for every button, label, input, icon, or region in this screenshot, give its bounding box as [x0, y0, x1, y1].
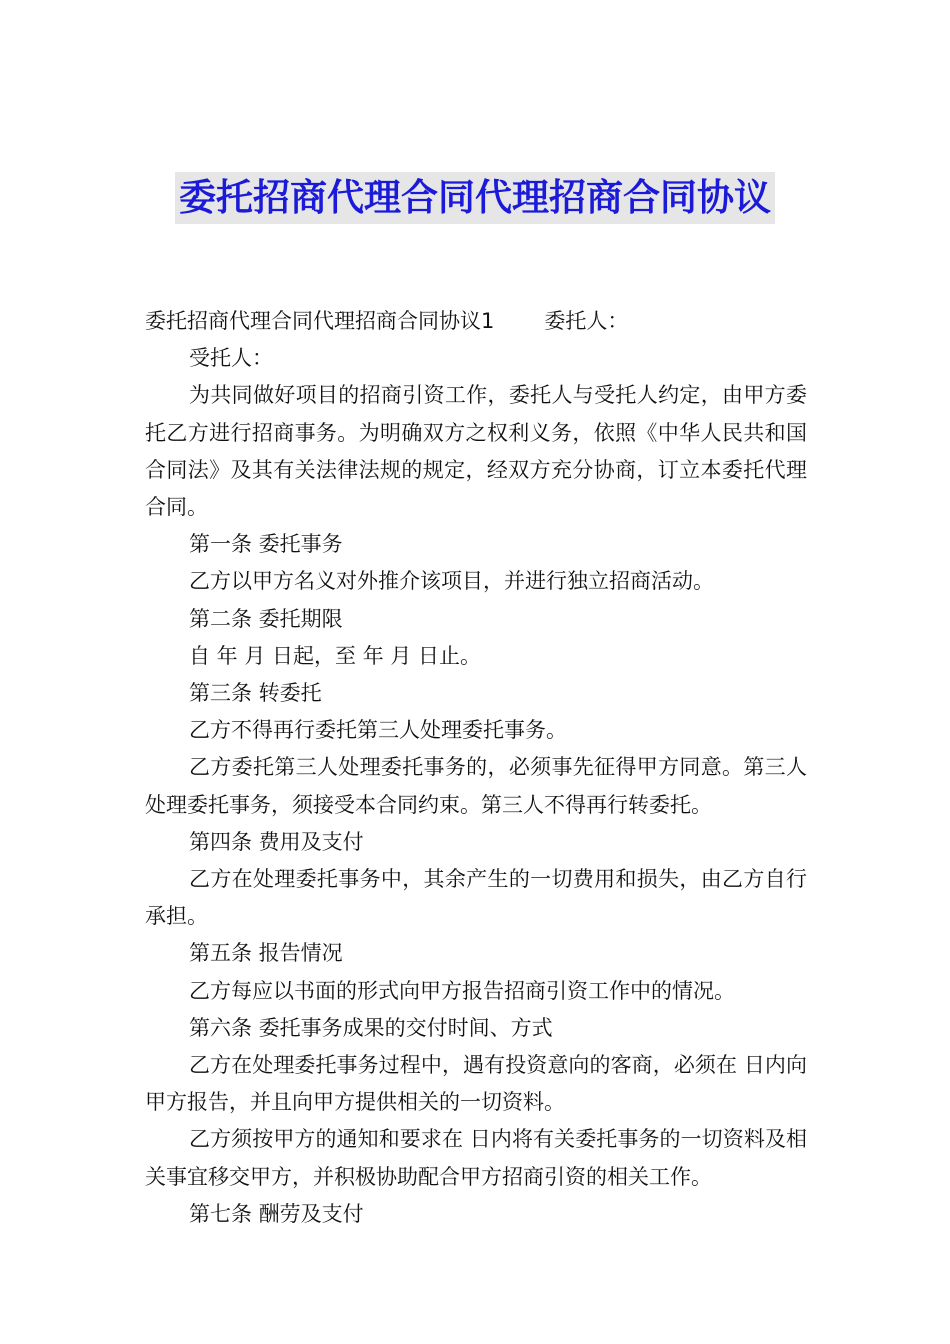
document-title: 委托招商代理合同代理招商合同协议 [175, 172, 775, 224]
title-area [0, 172, 950, 224]
article-heading: 第一条 委托事务 [189, 532, 343, 557]
paragraph: 乙方每应以书面的形式向甲方报告招商引资工作中的情况。 [189, 978, 735, 1003]
article-heading: 第五条 报告情况 [189, 941, 343, 966]
paragraph: 乙方在处理委托事务中，其余产生的一切费用和损失，由乙方自行承担。 [145, 867, 807, 929]
article-heading: 第二条 委托期限 [189, 606, 343, 631]
article-heading: 第三条 转委托 [189, 681, 322, 706]
paragraph: 为共同做好项目的招商引资工作，委托人与受托人约定，由甲方委托乙方进行招商事务。为明确双方之权利义务，依照《中华人民共和国合同法》及其有关法律法规的规定，经双方充分协商，订立本委托代理合同。 [145, 383, 807, 520]
article-heading: 第七条 酬劳及支付 [189, 1201, 364, 1226]
article-heading: 第四条 费用及支付 [189, 829, 364, 854]
paragraph: 乙方以甲方名义对外推介该项目，并进行独立招商活动。 [189, 569, 714, 594]
paragraph: 乙方委托第三人处理委托事务的，必须事先征得甲方同意。第三人处理委托事务，须接受本合同约束。第三人不得再行转委托。 [145, 755, 807, 817]
agent-label: 受托人： [189, 346, 273, 371]
intro-line [145, 303, 807, 340]
intro-gap [494, 303, 544, 340]
paragraph: 自 年 月 日起，至 年 月 日止。 [189, 643, 482, 668]
paragraph: 乙方不得再行委托第三人处理委托事务。 [189, 718, 567, 743]
client-label: 委托人： [544, 309, 629, 333]
intro-heading: 委托招商代理合同代理招商合同协议1 [145, 309, 495, 333]
paragraph: 乙方须按甲方的通知和要求在 日内将有关委托事务的一切资料及相关事宜移交甲方，并积极协助配合甲方招商引资的相关工作。 [145, 1127, 807, 1189]
paragraph: 乙方在处理委托事务过程中，遇有投资意向的客商，必须在 日内向甲方报告，并且向甲方提供相关的一切资料。 [145, 1053, 807, 1115]
document-body [145, 303, 807, 1233]
article-heading: 第六条 委托事务成果的交付时间、方式 [189, 1015, 553, 1040]
